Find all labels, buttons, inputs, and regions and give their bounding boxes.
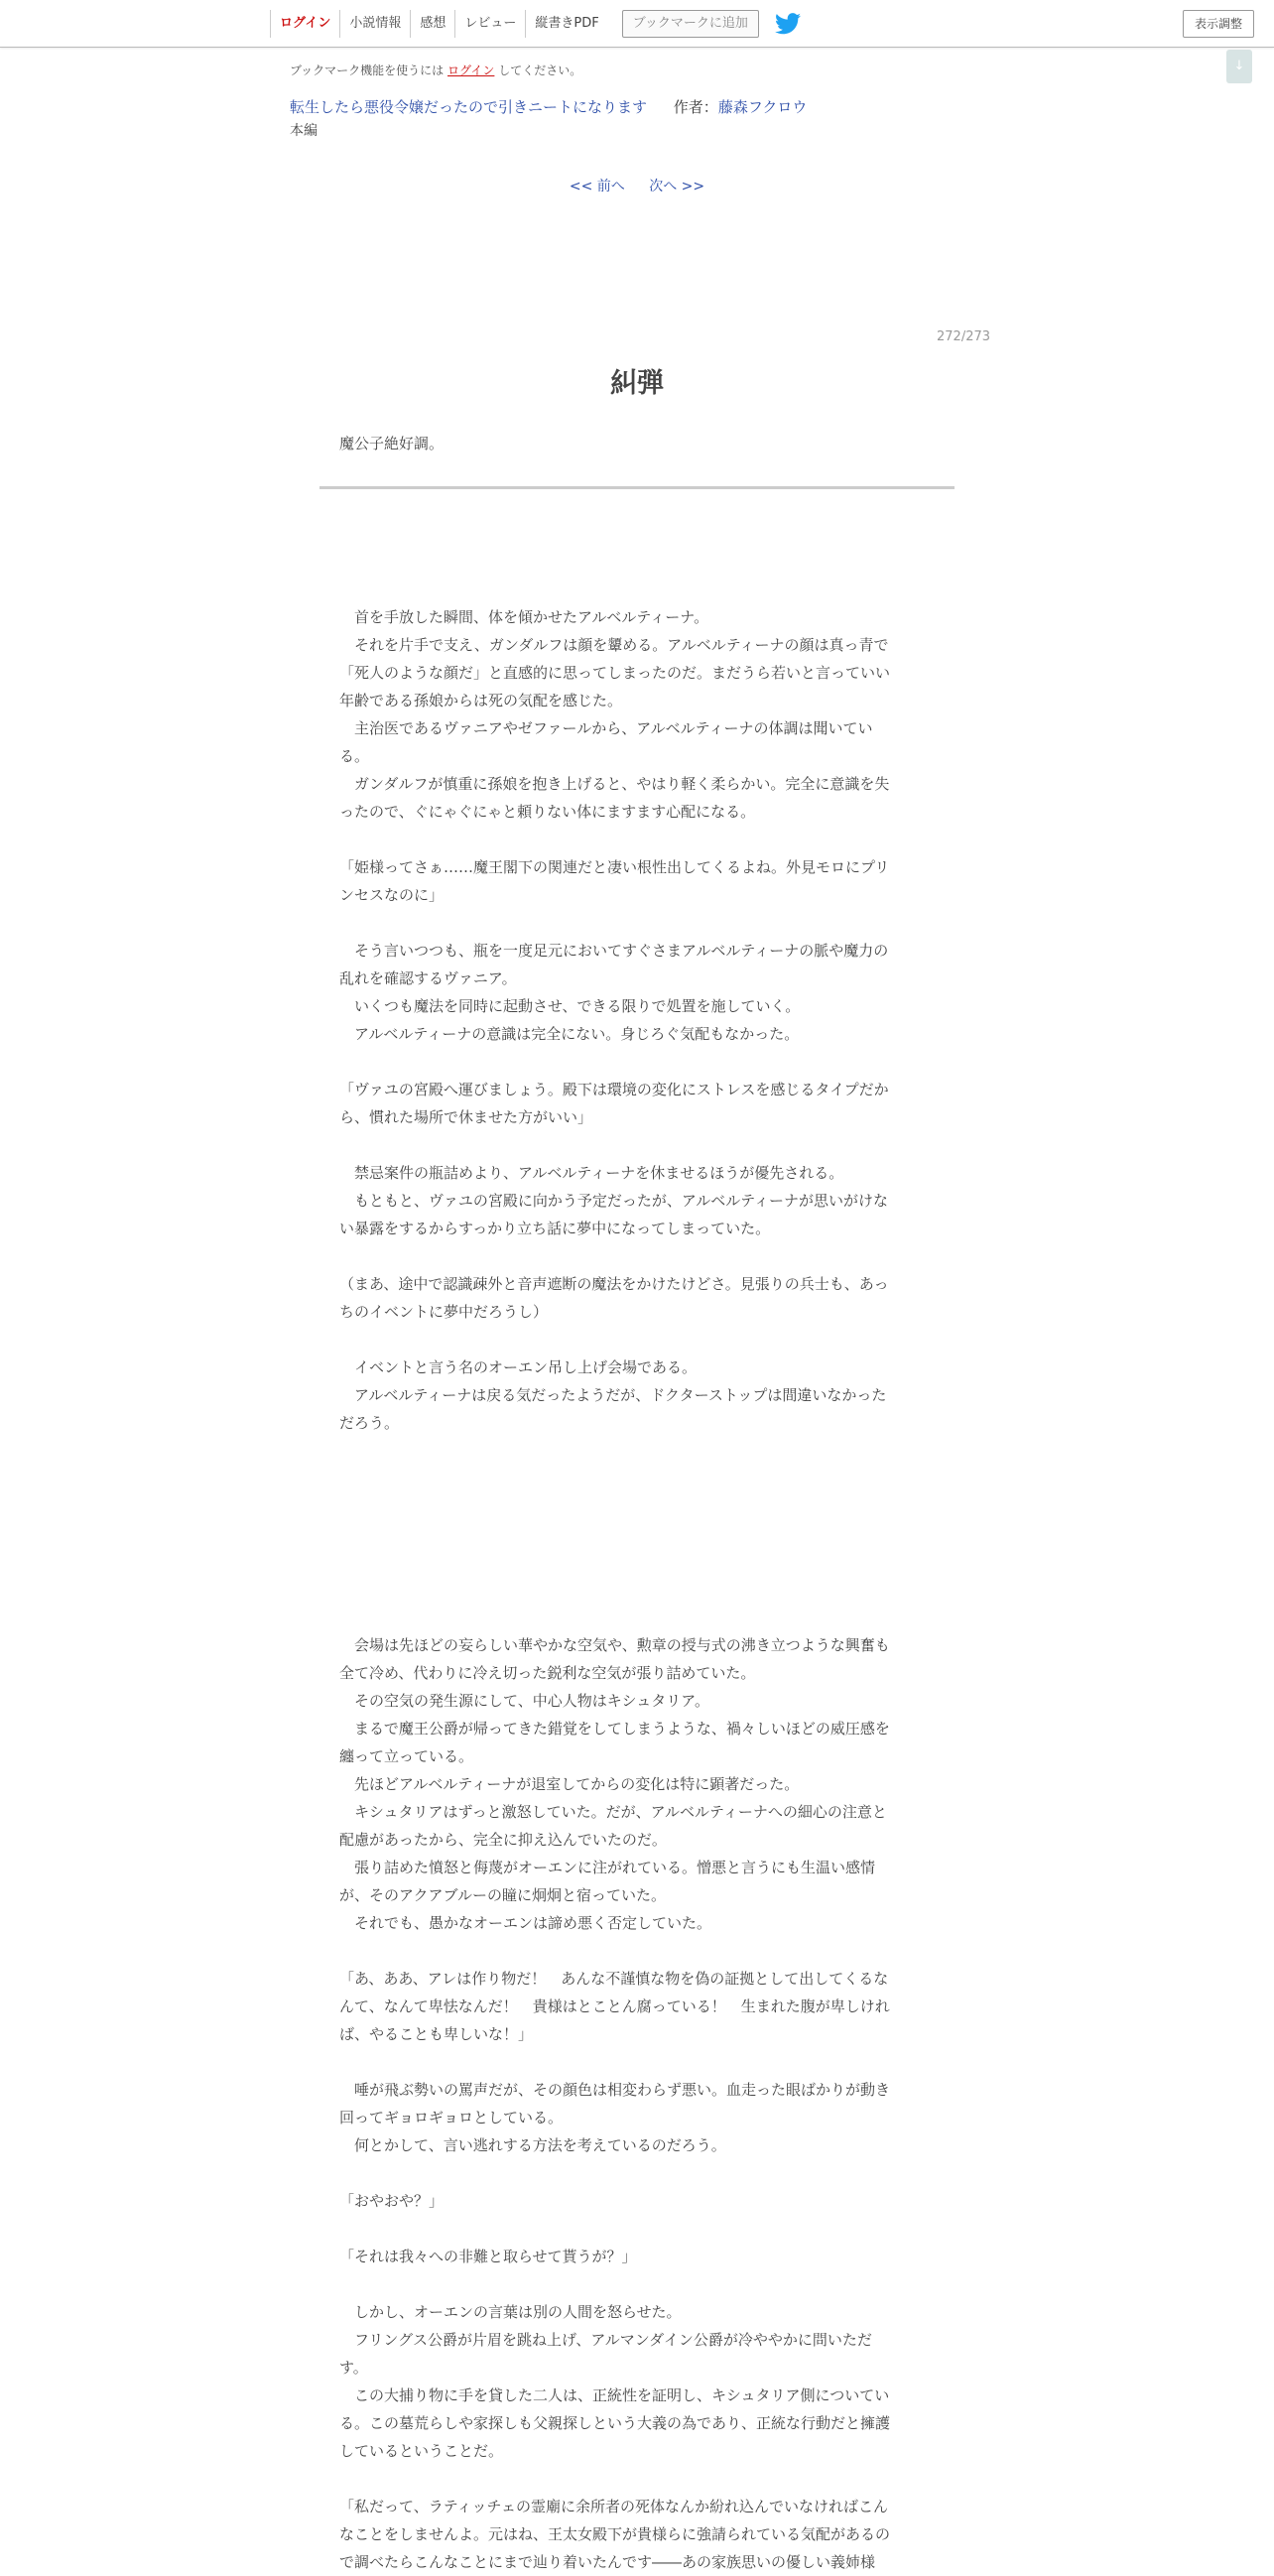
body-line: そう言いつつも、瓶を一度足元においてすぐさまアルベルティーナの脈や魔力の — [339, 942, 889, 960]
body-line: だろう。 — [339, 1414, 400, 1432]
body-line: それを片手で支え、ガンダルフは顔を顰める。アルベルティーナの顔は真っ青で — [339, 636, 889, 654]
notice-suffix: してください。 — [498, 64, 582, 77]
body-line — [339, 1604, 935, 1631]
body-line: る。 — [339, 747, 370, 765]
body-line: 「それは我々への非難と取らせて貰うが？」 — [339, 2248, 637, 2265]
body-line — [339, 1576, 935, 1604]
body-line: 「おやおや？」 — [339, 2192, 445, 2210]
body-line: アルベルティーナの意識は完全にない。身じろぐ気配もなかった。 — [339, 1025, 800, 1043]
body-line: 乱れを確認するヴァニア。 — [339, 969, 517, 987]
body-line: 首を手放した瞬間、体を傾かせたアルベルティーナ。 — [339, 608, 709, 626]
body-line: 「死人のような顔だ」と直感的に思ってしまったのだ。まだうら若いと言っていい — [339, 664, 891, 682]
body-line: アルベルティーナは戻る気だったようだが、ドクターストップは間違いなかった — [339, 1386, 887, 1404]
body-line: ちのイベントに夢中だろうし） — [339, 1303, 549, 1321]
top-nav-bar — [0, 0, 1274, 48]
body-line: 「ヴァユの宮殿へ運びましょう。殿下は環境の変化にストレスを感じるタイプだか — [339, 1081, 889, 1098]
body-line: 会場は先ほどの妄らしい華やかな空気や、勲章の授与式の沸き立つような興奮も — [339, 1636, 890, 1654]
body-line — [339, 1465, 935, 1492]
body-line — [339, 1326, 935, 1353]
body-line: いくつも魔法を同時に起動させ、できる限りで処置を施していく。 — [339, 997, 801, 1015]
body-line: 「あ、ああ、アレは作り物だ！ あんな不謹慎な物を偽の証拠として出してくるな — [339, 1970, 889, 1988]
episode-count: 272/273 — [937, 329, 991, 344]
body-line — [339, 1520, 935, 1548]
body-line — [339, 1492, 935, 1520]
pager — [0, 176, 1274, 195]
body-line: 纏って立っている。 — [339, 1747, 474, 1765]
body-line: 主治医であるヴァニアやゼファールから、アルベルティーナの体調は聞いてい — [339, 719, 873, 737]
body-line: イベントと言う名のオーエン吊し上げ会場である。 — [339, 1358, 698, 1376]
body-line: す。 — [339, 2359, 368, 2377]
novel-body — [339, 603, 935, 2576]
vertical-pdf-link[interactable]: 縦書きPDF — [525, 10, 607, 38]
body-line: しかし、オーエンの言葉は別の人間を怒らせた。 — [339, 2303, 682, 2321]
body-line — [339, 1437, 935, 1465]
add-bookmark-button[interactable]: ブックマークに追加 — [622, 10, 759, 38]
divider — [319, 486, 955, 489]
body-line: 張り詰めた憤怒と侮蔑がオーエンに注がれている。憎悪と言うにも生温い感情 — [339, 1859, 876, 1876]
chapter-title: 本編 — [290, 123, 318, 139]
body-line — [339, 826, 935, 853]
body-line: ば、やることも卑しいな！」 — [339, 2025, 534, 2043]
body-line: 「私だって、ラティッチェの霊廟に余所者の死体なんか紛れ込んでいなければこん — [339, 2498, 889, 2515]
twitter-bird-icon[interactable] — [775, 13, 801, 35]
body-line: この大捕り物に手を貸した二人は、正統性を証明し、キシュタリア側についてい — [339, 2386, 890, 2404]
body-line — [339, 2215, 935, 2243]
notice-login-link[interactable]: ログイン — [447, 64, 495, 77]
body-line: 回ってギョロギョロとしている。 — [339, 2109, 564, 2126]
body-line: で調べたらこんなことにまで辿り着いたんです――あの家族思いの優しい義姉様 — [339, 2553, 876, 2571]
display-settings-button[interactable]: 表示調整 — [1183, 10, 1254, 38]
author-link[interactable]: 藤森フクロウ — [717, 98, 808, 116]
body-line: ったので、ぐにゃぐにゃと頼りない体にますます心配になる。 — [339, 803, 756, 821]
body-line: キシュタリアはずっと激怒していた。だが、アルベルティーナへの細心の注意と — [339, 1803, 887, 1821]
body-line: 何とかして、言い逃れする方法を考えているのだろう。 — [339, 2136, 726, 2154]
body-line: が、そのアクアブルーの瞳に炯炯と宿っていた。 — [339, 1886, 666, 1904]
prev-link[interactable]: << 前へ — [569, 179, 625, 194]
body-line: ガンダルフが慎重に孫娘を抱き上げると、やはり軽く柔らかい。完全に意識を失 — [339, 775, 890, 793]
novel-header — [290, 96, 807, 117]
body-line: もともと、ヴァユの宮殿に向かう予定だったが、アルベルティーナが思いがけな — [339, 1192, 889, 1210]
body-line: る。この墓荒らしや家探しも父親探しという大義の為であり、正統な行動だと擁護 — [339, 2414, 891, 2432]
body-line: ら、慣れた場所で休ませた方がいい」 — [339, 1108, 593, 1126]
body-line: 先ほどアルベルティーナが退室してからの変化は特に顕著だった。 — [339, 1775, 800, 1793]
body-line — [339, 2270, 935, 2298]
body-line: それでも、愚かなオーエンは諦め悪く否定していた。 — [339, 1914, 712, 1932]
bookmark-login-notice — [290, 62, 581, 78]
next-link[interactable]: 次へ >> — [649, 179, 705, 194]
body-line — [339, 1242, 935, 1270]
body-line: い暴露をするからすっかり立ち話に夢中になってしまっていた。 — [339, 1220, 771, 1237]
episode-title: 糾弾 — [610, 368, 664, 399]
body-line: んて、なんて卑怯なんだ！ 貴様はとことん腐っている！ 生まれた腹が卑しけれ — [339, 1997, 890, 2015]
login-link[interactable]: ログイン — [270, 10, 339, 38]
body-line: 全て冷め、代わりに冷え切った鋭利な空気が張り詰めていた。 — [339, 1664, 756, 1682]
body-line: 年齢である孫娘からは死の気配を感じた。 — [339, 692, 623, 709]
body-line: 「姫様ってさぁ……魔王閣下の関連だと凄い根性出してくるよね。外見モロにプリ — [339, 858, 890, 876]
author-label: 作者： — [673, 98, 718, 116]
notice-prefix: ブックマーク機能を使うには — [290, 64, 445, 77]
body-line — [339, 909, 935, 937]
novel-info-link[interactable]: 小説情報 — [339, 10, 410, 38]
body-line: 配慮があったから、完全に抑え込んでいたのだ。 — [339, 1831, 667, 1849]
body-line — [339, 2048, 935, 2076]
impressions-link[interactable]: 感想 — [410, 10, 454, 38]
body-line — [339, 1548, 935, 1576]
body-line — [339, 2465, 935, 2493]
body-line: （まあ、途中で認識疎外と音声遮断の魔法をかけたけどさ。見張りの兵士も、あっ — [339, 1275, 889, 1293]
review-link[interactable]: レビュー — [454, 10, 525, 38]
body-line: 唾が飛ぶ勢いの罵声だが、その顔色は相変わらず悪い。血走った眼ばかりが動き — [339, 2081, 891, 2099]
scroll-down-button[interactable]: ↓ — [1226, 50, 1252, 83]
body-line — [339, 1131, 935, 1159]
main-nav — [270, 10, 801, 38]
body-line — [339, 1937, 935, 1965]
novel-title-link[interactable]: 転生したら悪役令嬢だったので引きニートになります — [290, 98, 648, 116]
body-line: なことをしませんよ。元はね、王太女殿下が貴様らに強請られている気配があるの — [339, 2525, 891, 2543]
body-line — [339, 1048, 935, 1076]
body-line: まるで魔王公爵が帰ってきた錯覚をしてしまうような、禍々しいほどの威圧感を — [339, 1720, 890, 1738]
body-line: その空気の発生源にして、中心人物はキシュタリア。 — [339, 1692, 710, 1710]
body-line: しているということだ。 — [339, 2442, 504, 2460]
episode-subtitle: 魔公子絶好調。 — [339, 435, 445, 452]
body-line: 禁忌案件の瓶詰めより、アルベルティーナを休ませるほうが優先される。 — [339, 1164, 844, 1182]
body-line: フリングス公爵が片眉を跳ね上げ、アルマンダイン公爵が冷ややかに問いただ — [339, 2331, 872, 2349]
body-line — [339, 2159, 935, 2187]
body-line: ンセスなのに」 — [339, 886, 445, 904]
